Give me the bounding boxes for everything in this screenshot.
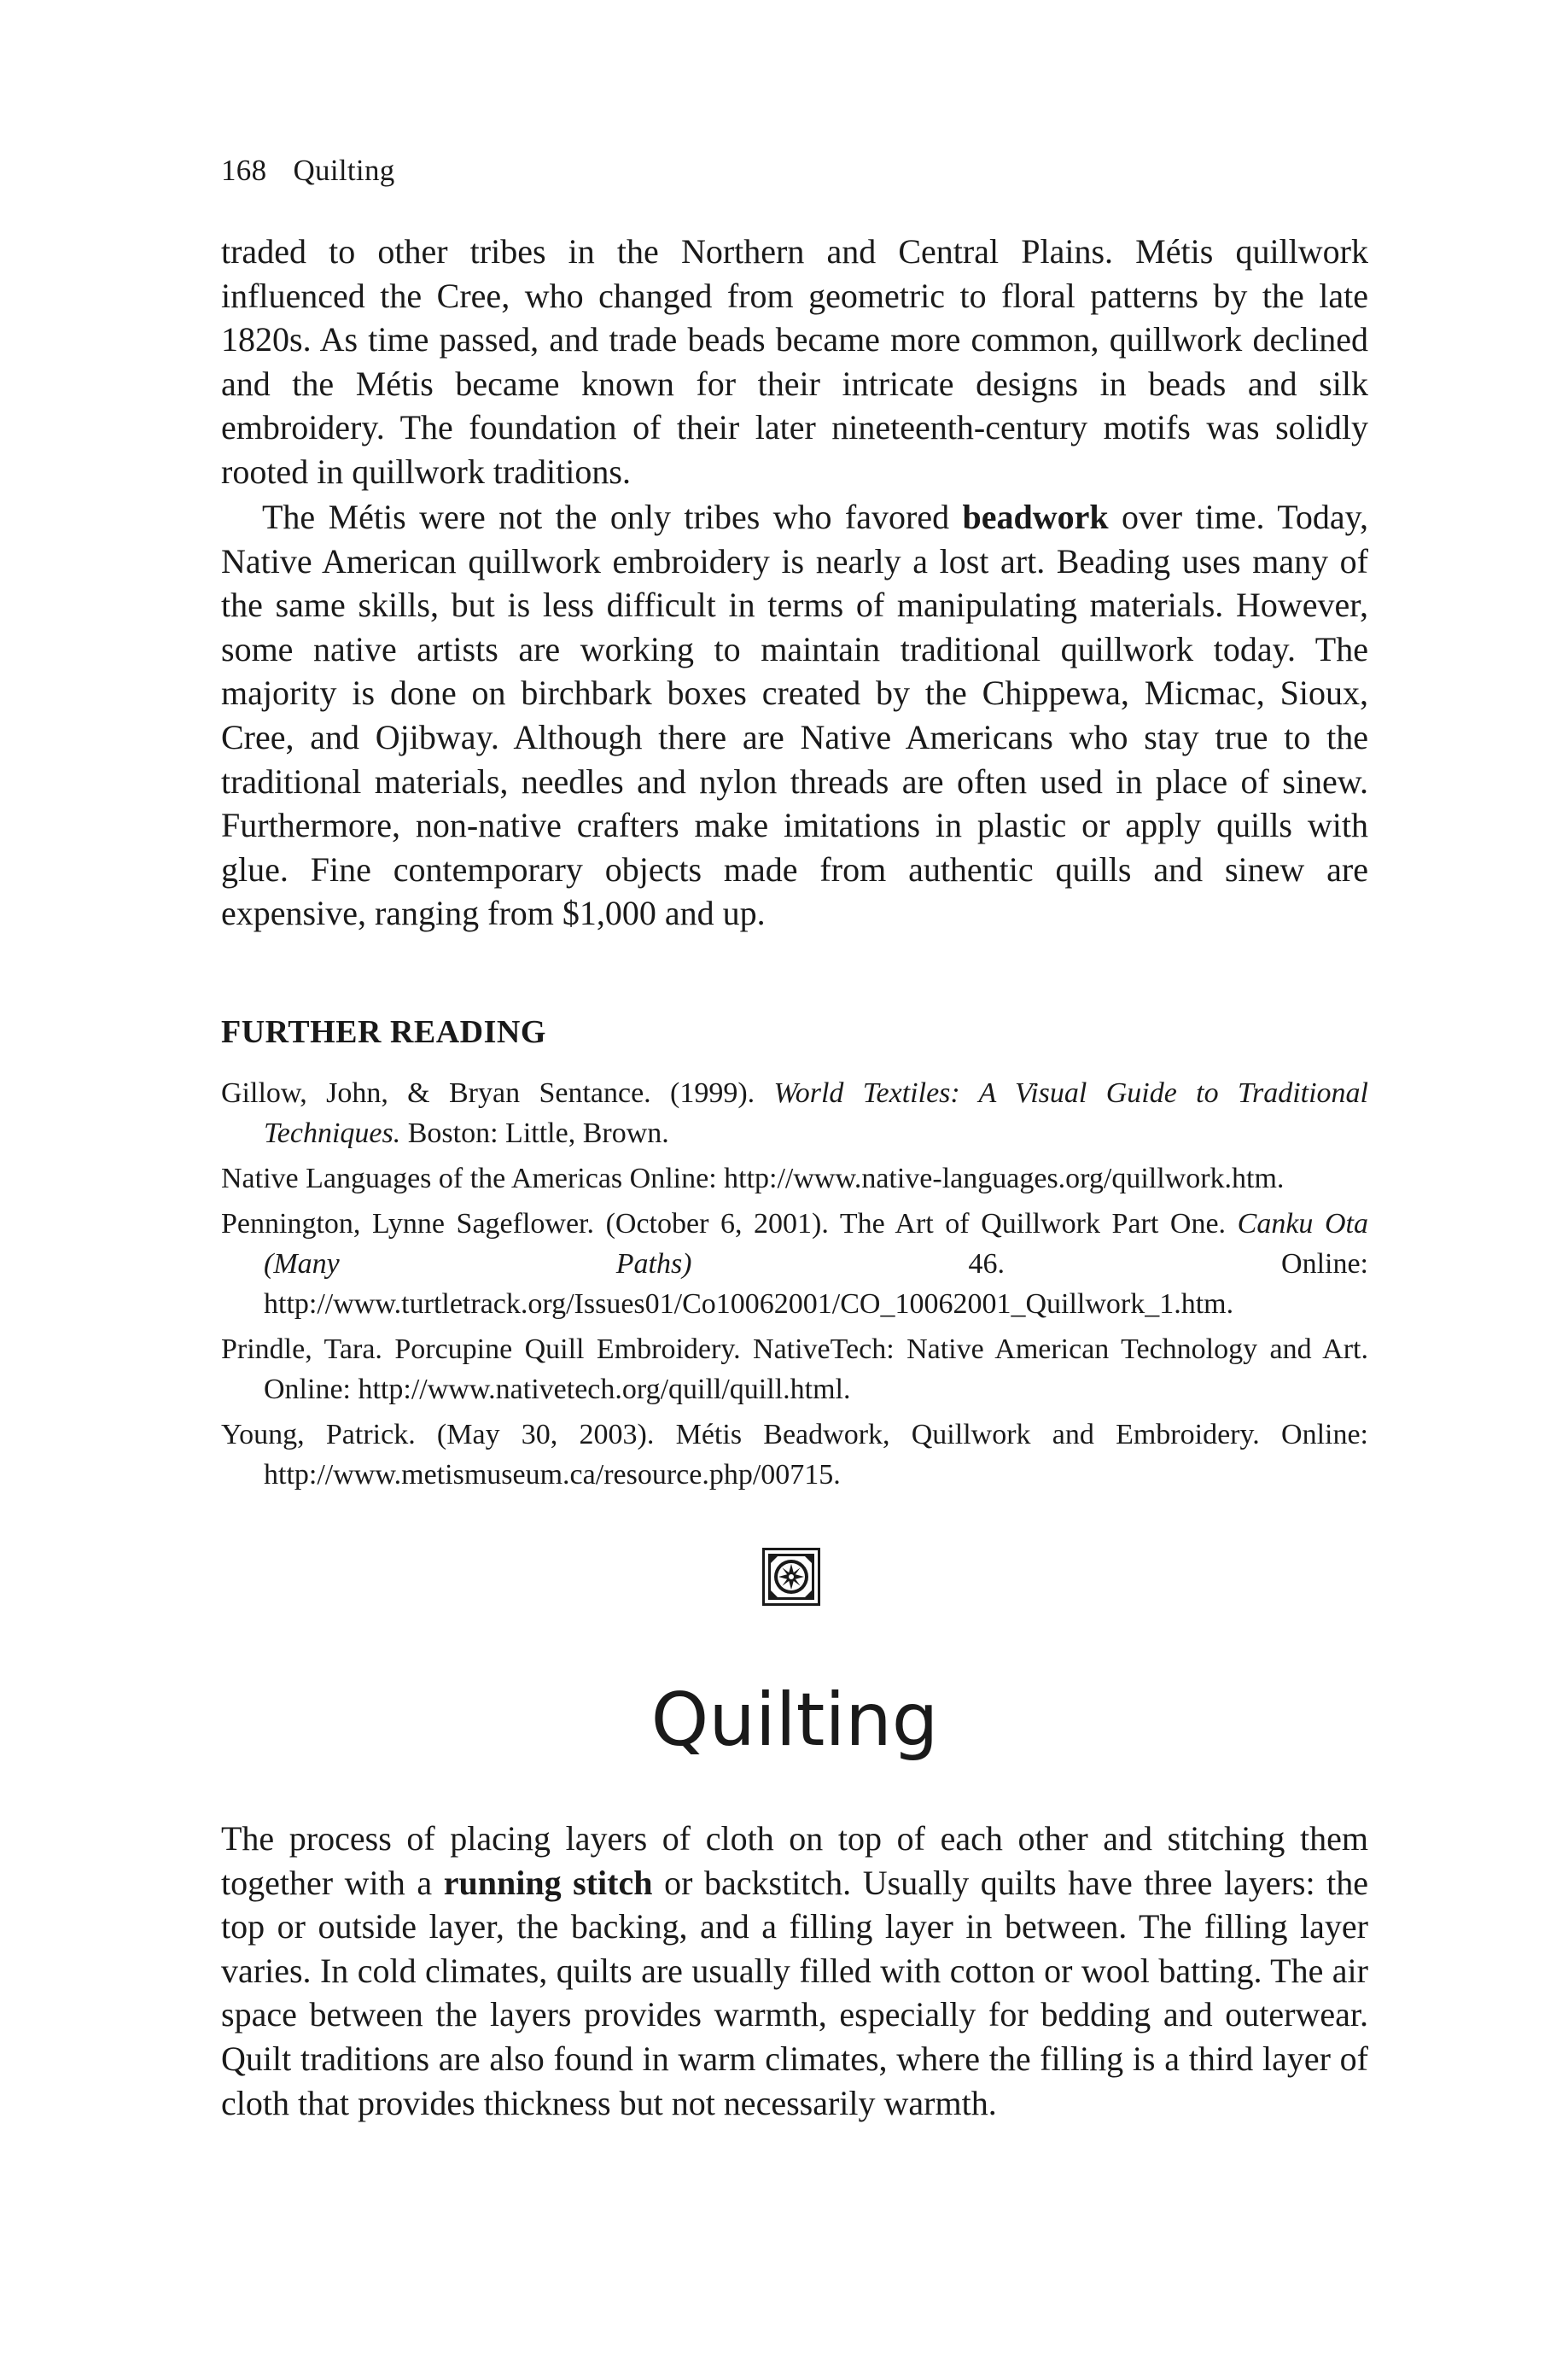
page-number: 168 [221, 154, 267, 187]
entry-title: Quilting [650, 1678, 939, 1763]
reference-text: Gillow, John, & Bryan Sentance. (1999). [221, 1077, 774, 1109]
paragraph-text: or backstitch. Usually quilts have three layers: the top or outside layer, the backing, and a filling layer in between. The filling layer varies. In cold climates, quilts are usually filled with cotton or wool batting. The air space between the layers provides warmth, especially for bedding and outerwear. Quilt traditions are also found in warm climates, where the filling is a third layer of cloth that provides thickness but not necessarily warmth. [221, 1863, 1369, 2122]
body-paragraph-continued: traded to other tribes in the Northern and Central Plains. Métis quillwork influenced the Cree, who changed from geometric to floral patterns by the late 1820s. As time passed, and trade beads became more common, quillwork declined and the Métis became known for their intricate designs in beads and silk embroidery. The foundation of their later nineteenth-century motifs was solidly rooted in quillwork traditions. [221, 232, 1368, 491]
reference-text: Prindle, Tara. Porcupine Quill Embroidery. NativeTech: Native American Technology and Art. Online: http://www.nativetech.org/quill/quill.html. [221, 1333, 1368, 1405]
further-reading-list [221, 1073, 1368, 1500]
paragraph-text: The process of placing layers of cloth on top of each other and stitching them together with a [221, 1819, 1368, 1902]
running-head-section: Quilting [293, 154, 395, 187]
reference-title: World Textiles: A Visual Guide to Traditional Techniques. [264, 1077, 1369, 1149]
cross-reference-running-stitch: running stitch [443, 1863, 653, 1902]
cross-reference-beadwork: beadwork [962, 498, 1109, 536]
reference-title: Canku Ota (Many Paths) [264, 1208, 1368, 1280]
paragraph-text: over time. Today, Native American quillwork embroidery is nearly a lost art. Beading uses many of the same skills, but is less difficult in terms of manipulating materials. However, some native artists are working to maintain traditional quillwork today. The majority is done on birchbark boxes created by the Chippewa, Micmac, Sioux, Cree, and Ojibway. Although there are Native Americans who stay true to the traditional materials, needles and nylon threads are often used in place of sinew. Furthermore, non-native crafters make imitations in plastic or apply quills with glue. Fine contemporary objects made from authentic quills and sinew are expensive, ranging from $1,000 and up. [221, 498, 1368, 933]
reference-text: Pennington, Lynne Sageflower. (October 6, 2001). The Art of Quillwork Part One. [221, 1208, 1238, 1240]
reference-text: 46. Online: http://www.turtletrack.org/Issues01/Co10062001/CO_10062001_Quillwork_1.htm. [264, 1248, 1368, 1320]
reference-text: Native Languages of the Americas Online: http://www.native-languages.org/quillwork.htm. [221, 1163, 1285, 1194]
paragraph-text: The Métis were not the only tribes who favored [262, 498, 963, 536]
reference-text: Boston: Little, Brown. [400, 1117, 669, 1149]
reference-text: Young, Patrick. (May 30, 2003). Métis Beadwork, Quillwork and Embroidery. Online: http://www.metismuseum.ca/resource.php/00715. [221, 1419, 1368, 1491]
further-reading-heading: FURTHER READING [221, 1014, 546, 1050]
reference-item [221, 1415, 1368, 1495]
body-paragraph-beadwork [221, 495, 1368, 936]
entry-definition-paragraph [221, 1817, 1368, 2125]
reference-item [221, 1329, 1368, 1409]
reference-item [221, 1204, 1368, 1324]
running-head [221, 152, 395, 190]
decorative-quilt-block-icon [762, 1548, 820, 1606]
reference-item [221, 1073, 1368, 1153]
reference-item [221, 1158, 1368, 1199]
